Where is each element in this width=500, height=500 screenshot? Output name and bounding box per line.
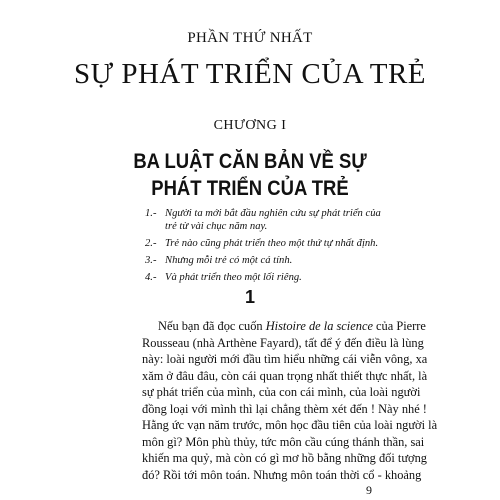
body-line: xăm ở đâu đâu, còn cái quan trọng nhất thiết thực nhất, là	[142, 368, 428, 383]
body-line: môn gì? Môn phù thủy, tức môn cầu cúng thánh thần, sai	[142, 434, 425, 449]
outline-item-number: 3.-	[145, 255, 157, 266]
chapter-title-line: BA LUẬT CĂN BẢN VỀ SỰ	[133, 150, 367, 173]
body-line: này: loài người mới đầu tìm hiểu những cái viễn vông, xa	[142, 352, 428, 366]
body-line: đồng loại với mình thì lại chẳng thèm xét đến ! Này nhé !	[142, 401, 427, 416]
chapter-outline	[145, 207, 385, 288]
body-paragraph	[142, 318, 438, 483]
body-line: khiến ma quỷ, mà còn có gì mơ hồ bằng những đối tượng	[142, 451, 427, 465]
body-line: Nếu bạn đã đọc cuốn Histoire de la science của Pierre	[158, 319, 426, 333]
chapter-title	[30, 148, 470, 202]
outline-item-number: 4.-	[145, 272, 157, 283]
outline-item-text: Và phát triển theo một lối riêng.	[165, 272, 302, 283]
outline-item-text: Nhưng mỗi trẻ có một cá tính.	[165, 255, 293, 266]
page-number: 9	[366, 483, 372, 497]
chapter-title-line: PHÁT TRIỂN CỦA TRẺ	[151, 177, 349, 200]
outline-item-text: Người ta mới bắt đầu nghiên cứu sự phát triển của trẻ từ vài chục năm nay.	[165, 208, 381, 232]
section-number: 1	[244, 287, 255, 307]
body-line: đó? Rồi tới môn toán. Nhưng môn toán thời cổ - khoảng	[142, 467, 422, 482]
outline-item	[145, 254, 385, 267]
outline-item	[145, 237, 385, 250]
outline-item	[145, 207, 385, 233]
body-line: Hằng ức vạn năm trước, môn học đầu tiên của loài người là	[142, 418, 438, 432]
outline-item-number: 1.-	[145, 208, 157, 219]
body-line: sự phát triển của mình, của con cái mình, của loài người	[142, 385, 421, 399]
part-title: SỰ PHÁT TRIỂN CỦA TRẺ	[73, 58, 427, 90]
outline-item-text: Trẻ nào cũng phát triển theo một thứ tự nhất định.	[165, 238, 379, 249]
outline-item	[145, 271, 385, 284]
outline-item-number: 2.-	[145, 238, 157, 249]
body-line: Rousseau (nhà Arthène Fayard), tất để ý đến điều là lùng	[142, 335, 424, 350]
chapter-label: CHƯƠNG I	[213, 118, 287, 133]
book-title: Histoire de la science	[265, 319, 373, 333]
part-label: PHẦN THỨ NHẤT	[187, 30, 313, 46]
